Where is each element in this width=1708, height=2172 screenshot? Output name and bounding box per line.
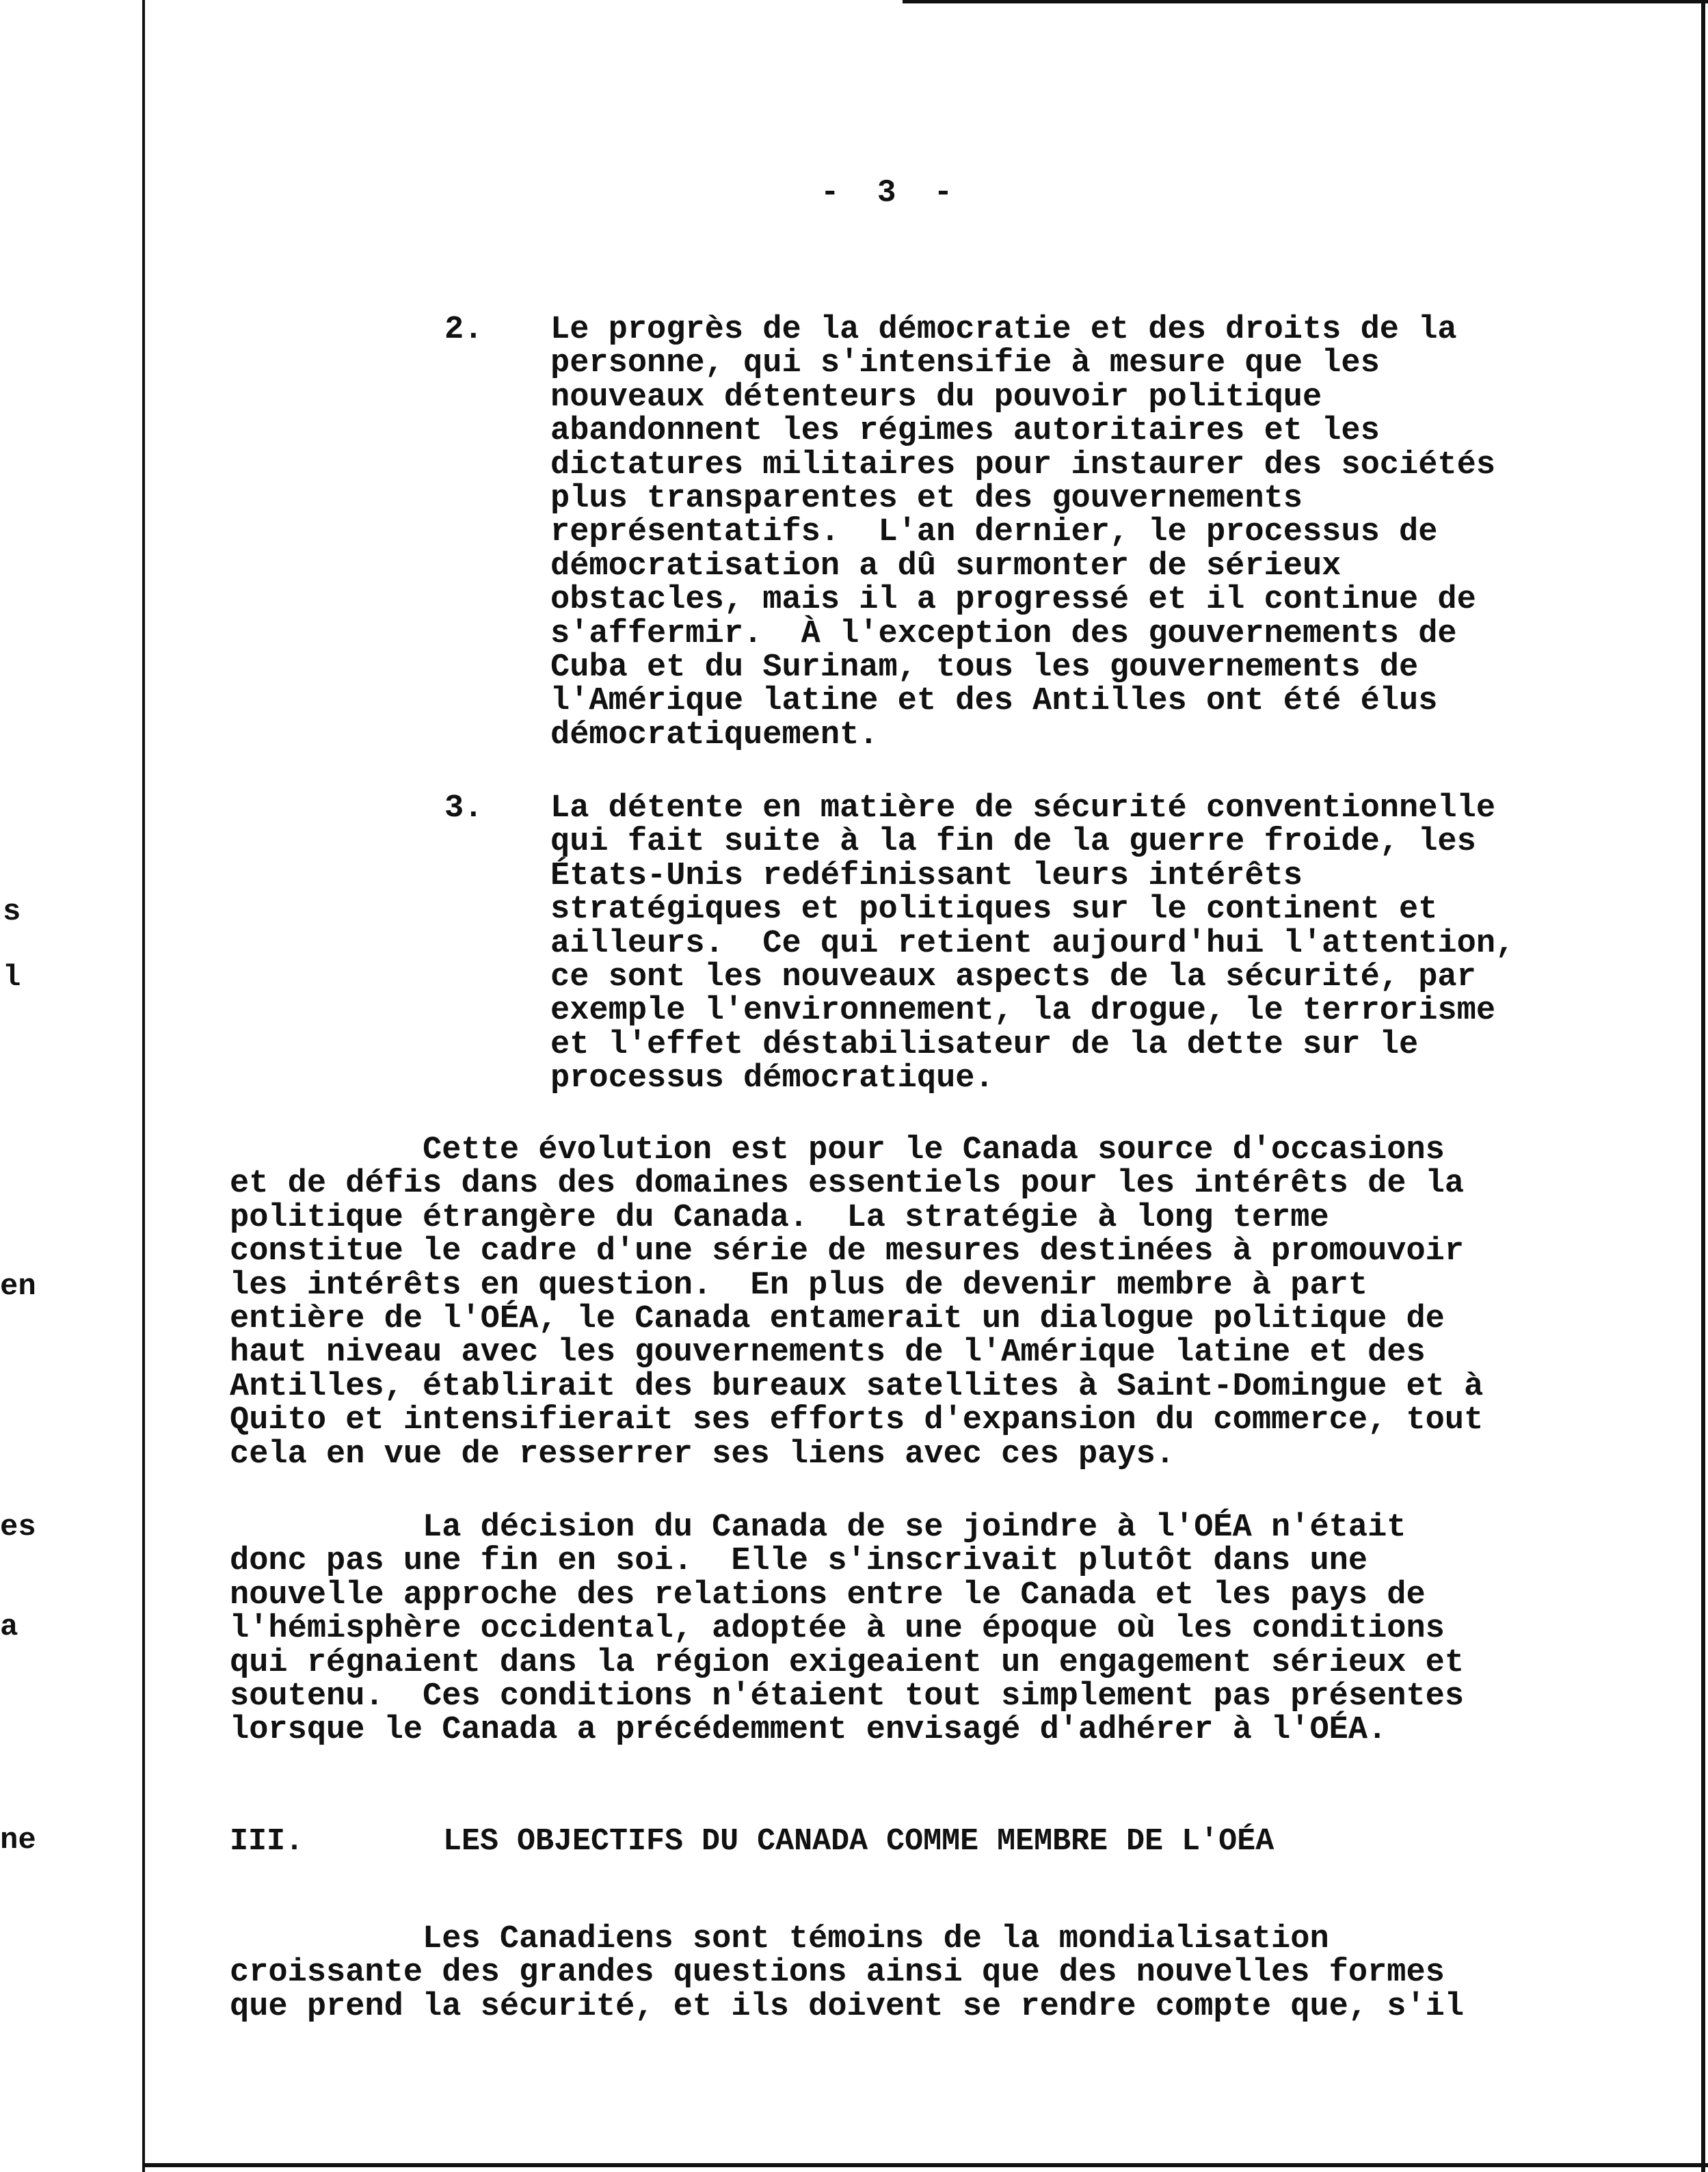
text-line: constitue le cadre d'une série de mesures destinées à promouvoir (230, 1233, 1465, 1270)
margin-fragment: s (3, 895, 21, 929)
margin-fragment: es (0, 1510, 36, 1544)
text-line: Antilles, établirait des bureaux satellites à Saint-Domingue et à (230, 1368, 1484, 1405)
page-number: - 3 - (820, 175, 953, 211)
text-line: entière de l'OÉA, le Canada entamerait un dialogue politique de (230, 1301, 1445, 1338)
list-item-number: 3. (444, 790, 483, 827)
text-line: Cuba et du Surinam, tous les gouvernements de (550, 649, 1419, 686)
text-line: ce sont les nouveaux aspects de la sécurité, par (550, 959, 1476, 996)
section-title: LES OBJECTIFS DU CANADA COMME MEMBRE DE L'OÉA (443, 1824, 1275, 1859)
text-line: personne, qui s'intensifie à mesure que les (550, 345, 1380, 382)
text-line: donc pas une fin en soi. Elle s'inscrivait plutôt dans une (230, 1543, 1368, 1580)
text-line: obstacles, mais il a progressé et il continue de (550, 582, 1476, 619)
bottom-edge-rule (142, 2163, 1708, 2167)
margin-fragment: en (0, 1270, 36, 1304)
text-line: La détente en matière de sécurité conventionnelle (550, 790, 1496, 827)
text-line: démocratisation a dû surmonter de sérieux (550, 548, 1342, 585)
text-line: nouveaux détenteurs du pouvoir politique (550, 379, 1322, 416)
text-line: ailleurs. Ce qui retient aujourd'hui l'attention, (550, 925, 1515, 962)
text-line: La décision du Canada de se joindre à l'OÉA n'était (230, 1510, 1406, 1546)
text-line: s'affermir. À l'exception des gouvernements de (550, 615, 1457, 652)
text-line: qui fait suite à la fin de la guerre froide, les (550, 824, 1476, 861)
body-paragraph (230, 1511, 1611, 1747)
text-line: Le progrès de la démocratie et des droits de la (550, 312, 1457, 348)
list-item-number: 2. (444, 312, 483, 348)
text-line: représentatifs. L'an dernier, le processus de (550, 514, 1438, 551)
text-line: politique étrangère du Canada. La stratégie à long terme (230, 1199, 1329, 1236)
top-edge-rule (903, 0, 1708, 3)
text-line: plus transparentes et des gouvernements (550, 481, 1303, 518)
text-line: et l'effet déstabilisateur de la dette sur le (550, 1026, 1419, 1063)
section-heading (230, 1824, 1275, 1929)
text-line: croissante des grandes questions ainsi que des nouvelles formes (230, 1955, 1445, 1992)
list-item-text (550, 313, 1679, 752)
text-line: exemple l'environnement, la drogue, le terrorisme (550, 993, 1496, 1030)
margin-fragment: ne (0, 1823, 36, 1858)
text-line: et de défis dans des domaines essentiels pour les intérêts de la (230, 1166, 1465, 1203)
text-line: Quito et intensifierait ses efforts d'expansion du commerce, tout (230, 1402, 1484, 1439)
text-line: dictatures militaires pour instaurer des sociétés (550, 446, 1496, 483)
section-number: III. (230, 1824, 304, 1859)
text-line: les intérêts en question. En plus de devenir membre à part (230, 1267, 1368, 1304)
text-line: Cette évolution est pour le Canada source d'occasions (230, 1132, 1445, 1168)
right-margin-rule (1701, 0, 1705, 2172)
text-line: États-Unis redéfinissant leurs intérêts (550, 857, 1303, 894)
text-line: processus démocratique. (550, 1060, 994, 1097)
margin-fragment: l (3, 961, 21, 995)
list-item-text (550, 792, 1679, 1096)
text-line: l'Amérique latine et des Antilles ont été élus (550, 683, 1438, 720)
text-line: que prend la sécurité, et ils doivent se rendre compte que, s'il (230, 1988, 1465, 2025)
text-line: nouvelle approche des relations entre le Canada et les pays de (230, 1577, 1426, 1613)
text-line: lorsque le Canada a précédemment envisagé d'adhérer à l'OÉA. (230, 1712, 1387, 1749)
text-line: stratégiques et politiques sur le continent et (550, 891, 1438, 928)
text-line: haut niveau avec les gouvernements de l'Amérique latine et des (230, 1335, 1426, 1371)
body-paragraph (230, 1134, 1611, 1471)
body-paragraph (230, 1922, 1611, 2024)
text-line: démocratiquement. (550, 716, 879, 753)
text-line: qui régnaient dans la région exigeaient un engagement sérieux et (230, 1644, 1465, 1681)
left-margin-rule (142, 0, 145, 2172)
text-line: soutenu. Ces conditions n'étaient tout simplement pas présentes (230, 1678, 1465, 1715)
text-line: cela en vue de resserrer ses liens avec ces pays. (230, 1436, 1175, 1473)
margin-fragment: a (0, 1610, 18, 1644)
text-line: l'hémisphère occidental, adoptée à une époque où les conditions (230, 1611, 1445, 1648)
text-line: abandonnent les régimes autoritaires et les (550, 413, 1380, 450)
text-line: Les Canadiens sont témoins de la mondialisation (230, 1921, 1329, 1957)
